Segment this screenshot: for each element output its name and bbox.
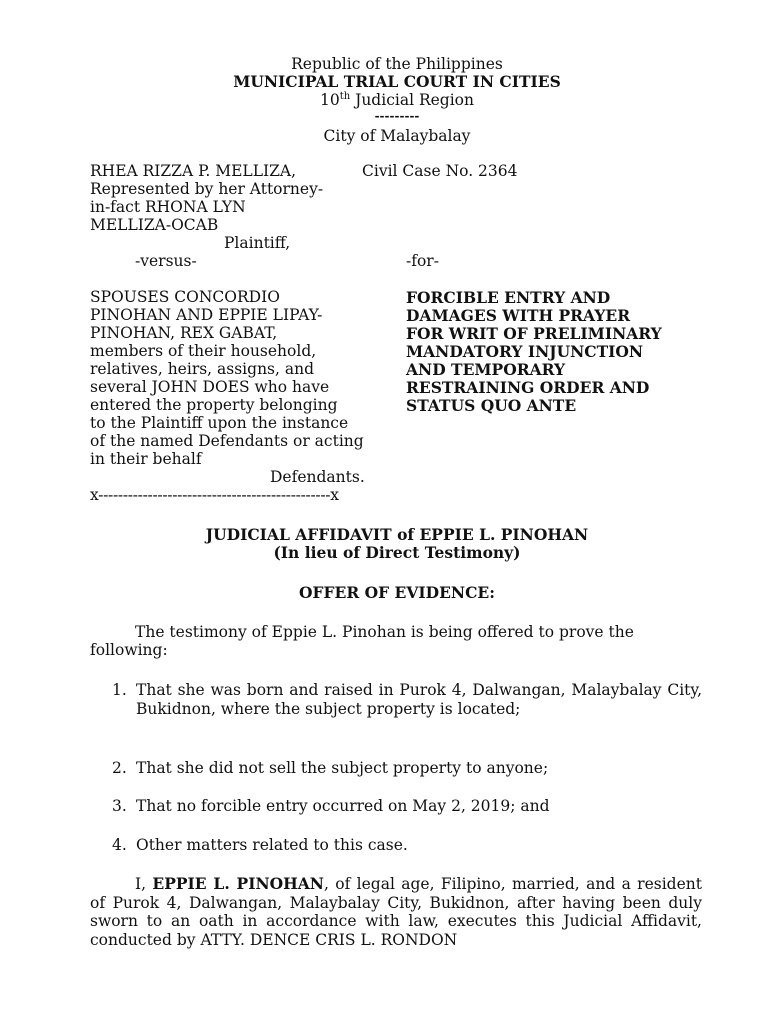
plaintiff-line: Represented by her Attorney- — [90, 180, 324, 198]
caption-spacer — [90, 270, 390, 288]
list-item — [112, 836, 702, 855]
case-title-line: DAMAGES WITH PRAYER — [406, 306, 631, 325]
plaintiff-line: MELLIZA-OCAB — [90, 216, 219, 234]
list-item — [112, 681, 702, 718]
defendant-line: PINOHAN, REX GABAT, — [90, 324, 278, 342]
list-text: That no forcible entry occurred on May 2, 2019; and — [136, 797, 550, 815]
list-text: That she did not sell the subject property to anyone; — [136, 759, 549, 777]
plaintiff-role: Plaintiff, — [224, 234, 291, 252]
list-text: That she was born and raised in Purok 4, Dalwangan, Malaybalay City, Bukidnon, where the subject property is located; — [136, 681, 702, 718]
defendant-line: to the Plaintiff upon the instance — [90, 414, 349, 432]
list-text: Other matters related to this case. — [136, 836, 408, 854]
plaintiff-line: in-fact RHONA LYN — [90, 198, 246, 216]
defendant-line: relatives, heirs, assigns, and — [90, 360, 315, 378]
list-item — [112, 759, 702, 778]
defendant-line: of the named Defendants or acting — [90, 432, 364, 450]
list-number: 1. — [112, 681, 127, 699]
case-title — [406, 289, 696, 415]
list-number: 2. — [112, 759, 127, 777]
header-court: MUNICIPAL TRIAL COURT IN CITIES — [233, 72, 561, 91]
defendant-line: PINOHAN AND EPPIE LIPAY- — [90, 306, 323, 324]
case-title-line: MANDATORY INJUNCTION — [406, 342, 644, 361]
defendant-line: SPOUSES CONCORDIO — [90, 288, 280, 306]
defendant-role: Defendants. — [270, 468, 365, 486]
header-republic: Republic of the Philippines — [291, 55, 503, 73]
versus-label: -versus- — [135, 252, 197, 270]
affiant-rest: , of legal age, Filipino, married, and a resident of Purok 4, Dalwangan, Malaybalay City, Bukidnon, after having been duly sworn to an oath in accordance with law, executes this Judicial Affidavit, conducted by ATTY. DENCE CRIS L. RONDON — [90, 875, 702, 949]
list-number: 3. — [112, 797, 127, 815]
header-city: City of Malaybalay — [323, 127, 471, 145]
caption-separator: x-----------------------------------------------x — [90, 486, 339, 504]
defendant-line: entered the property belonging — [90, 396, 338, 414]
case-number: Civil Case No. 2364 — [362, 162, 518, 180]
header-region-num: 10 — [319, 91, 340, 109]
affidavit-subtitle: (In lieu of Direct Testimony) — [273, 543, 521, 562]
affidavit-title: JUDICIAL AFFIDAVIT of EPPIE L. PINOHAN — [205, 525, 589, 544]
offer-intro-line1: The testimony of Eppie L. Pinohan is being offered to prove the — [135, 623, 634, 641]
case-title-line: FOR WRIT OF PRELIMINARY — [406, 324, 662, 343]
plaintiff-line: RHEA RIZZA P. MELLIZA, — [90, 162, 297, 180]
caption-parties — [90, 162, 390, 504]
affiant-name: EPPIE L. PINOHAN — [152, 874, 324, 893]
defendant-line: in their behalf — [90, 450, 202, 468]
case-title-line: RESTRAINING ORDER AND — [406, 378, 650, 397]
defendant-line: several JOHN DOES who have — [90, 378, 330, 396]
case-title-line: STATUS QUO ANTE — [406, 396, 577, 415]
offer-intro-line2: following: — [90, 641, 168, 659]
list-number: 4. — [112, 836, 127, 854]
affiant-prefix: I, — [135, 875, 153, 893]
list-item — [112, 797, 702, 816]
case-title-line: FORCIBLE ENTRY AND — [406, 288, 611, 307]
case-title-line: AND TEMPORARY — [406, 360, 566, 379]
header-region-rest: Judicial Region — [350, 91, 474, 109]
affiant-paragraph — [90, 875, 702, 949]
header-region-sup: th — [339, 90, 351, 102]
for-label: -for- — [406, 252, 439, 270]
header-divider: --------- — [374, 109, 420, 123]
defendant-line: members of their household, — [90, 342, 317, 360]
offer-heading: OFFER OF EVIDENCE: — [299, 583, 495, 602]
